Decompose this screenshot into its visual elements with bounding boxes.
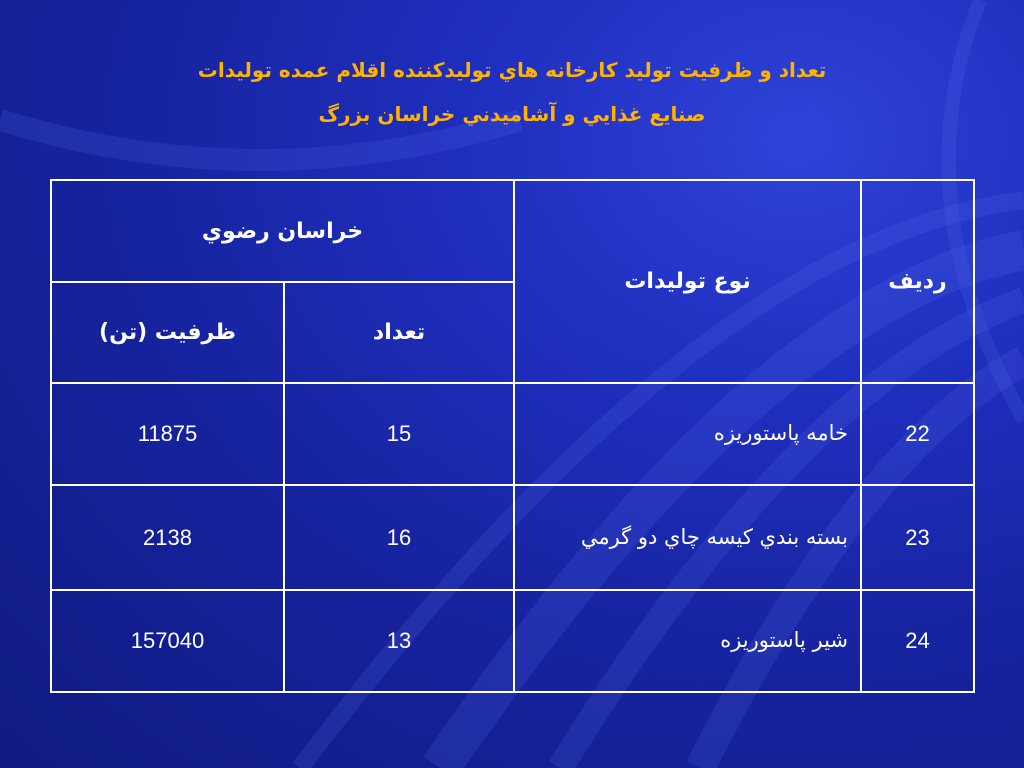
table-row [51,590,974,692]
cell-row-no: 23 [861,485,974,590]
table-row [51,383,974,485]
header-row-no: رديف [861,180,974,383]
table-row [51,485,974,590]
production-table [50,179,975,693]
cell-count: 16 [284,485,514,590]
header-capacity: ظرفيت (تن) [51,282,284,383]
cell-capacity: 2138 [51,485,284,590]
cell-product: شير پاستوريزه [514,590,861,692]
cell-capacity: 157040 [51,590,284,692]
cell-product: بسته بندي كيسه چاي دو گرمي [514,485,861,590]
cell-row-no: 22 [861,383,974,485]
cell-count: 13 [284,590,514,692]
cell-product: خامه پاستوريزه [514,383,861,485]
slide-title-line2: صنايع غذايي و آشاميدني خراسان بزرگ [318,102,706,126]
slide-title-line1: تعداد و ظرفيت توليد كارخانه هاي توليدكننده اقلام عمده توليدات [197,58,827,82]
cell-capacity: 11875 [51,383,284,485]
cell-row-no: 24 [861,590,974,692]
header-count: تعداد [284,282,514,383]
header-product-type: نوع توليدات [514,180,861,383]
cell-count: 15 [284,383,514,485]
header-region: خراسان رضوي [51,180,514,282]
